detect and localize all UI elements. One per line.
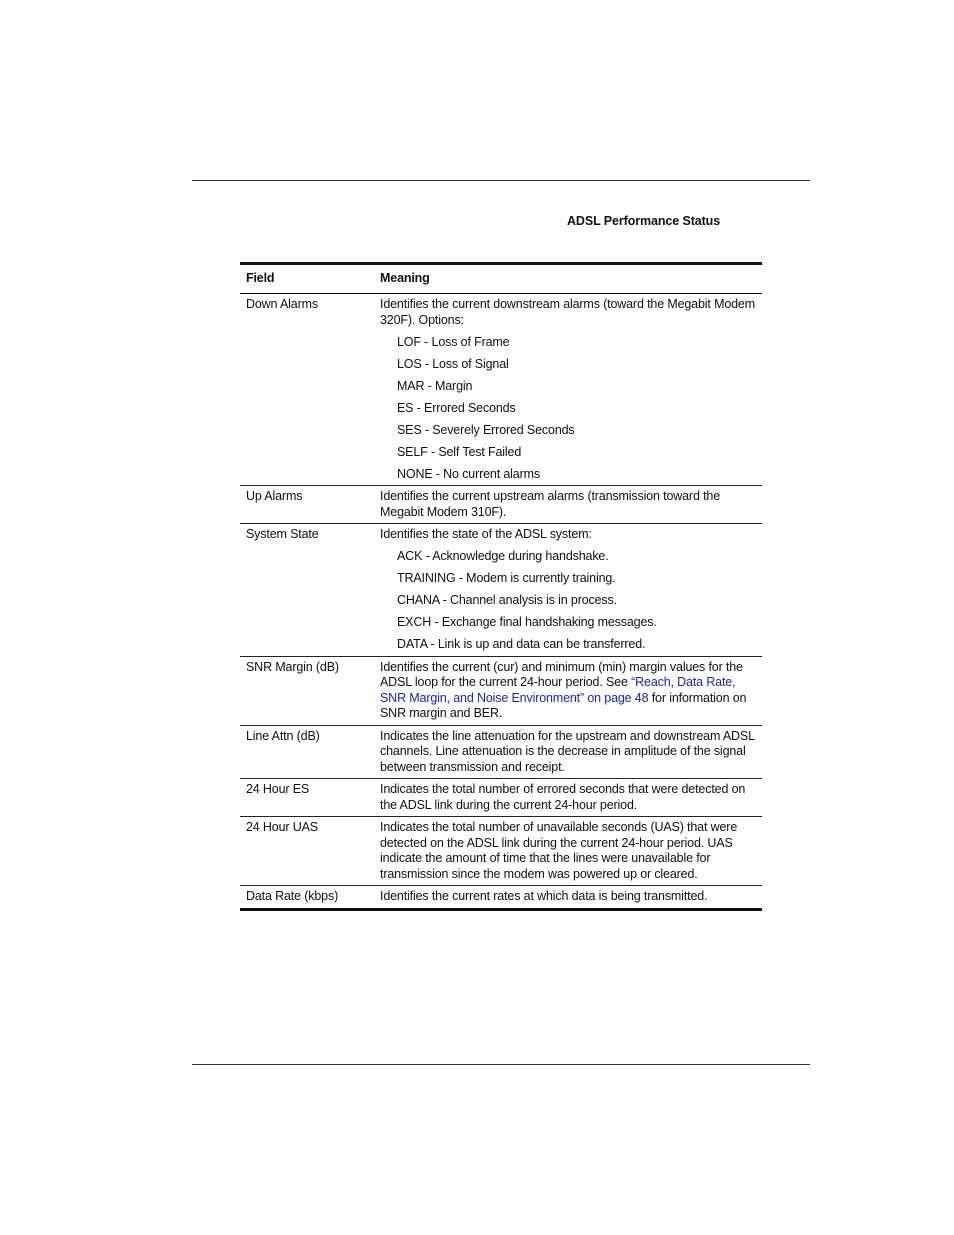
field-name: 24 Hour UAS xyxy=(246,820,318,834)
table-header xyxy=(240,265,762,294)
field-meaning xyxy=(380,526,762,653)
field-name: Up Alarms xyxy=(246,489,303,503)
field-meaning: Identifies the current rates at which data is being transmitted. xyxy=(380,889,708,903)
meaning-text: Identifies the state of the ADSL system: xyxy=(380,527,592,541)
table-row xyxy=(240,294,762,486)
option-item: TRAINING - Modem is currently training. xyxy=(397,571,616,585)
cross-reference-link[interactable]: “Reach, Data Rate, SNR Margin, and Noise Environment” on page 48 xyxy=(380,675,736,705)
table-row xyxy=(240,726,762,780)
field-meaning: Indicates the line attenuation for the upstream and downstream ADSL channels. Line attenuation is the decrease in amplitude of the signal between transmission and receipt. xyxy=(380,728,755,774)
table-row xyxy=(240,524,762,657)
option-item: MAR - Margin xyxy=(397,378,473,393)
field-meaning xyxy=(380,659,762,722)
option-item: EXCH - Exchange final handshaking messages. xyxy=(397,615,657,629)
field-name: Data Rate (kbps) xyxy=(246,889,339,903)
meaning-text: for information on SNR margin and BER. xyxy=(380,690,747,720)
column-header-field: Field xyxy=(246,271,275,286)
field-name: System State xyxy=(246,527,319,541)
field-table xyxy=(240,262,762,911)
meaning-text: Identifies the current (cur) and minimum (min) margin values for the ADSL loop for the current 24-hour period. See xyxy=(380,659,743,689)
table-row xyxy=(240,886,762,908)
field-name: SNR Margin (dB) xyxy=(246,659,339,674)
section-title: ADSL Performance Status xyxy=(567,214,721,228)
option-item: LOS - Loss of Signal xyxy=(397,356,509,371)
table-row xyxy=(240,779,762,817)
table-row xyxy=(240,486,762,524)
meaning-text: Identifies the current downstream alarms (toward the Megabit Modem 320F). Options: xyxy=(380,297,755,327)
column-header-meaning: Meaning xyxy=(380,271,430,286)
bottom-rule xyxy=(192,1064,810,1065)
table-row xyxy=(240,817,762,886)
field-meaning xyxy=(380,296,762,482)
option-item: SELF - Self Test Failed xyxy=(397,444,522,459)
top-rule xyxy=(192,180,810,181)
option-item: SES - Severely Errored Seconds xyxy=(397,422,575,437)
option-item: DATA - Link is up and data can be transferred. xyxy=(397,637,646,651)
field-name: 24 Hour ES xyxy=(246,782,310,796)
option-item: NONE - No current alarms xyxy=(397,466,540,481)
table-row xyxy=(240,657,762,726)
option-item: LOF - Loss of Frame xyxy=(397,334,510,349)
option-item: ES - Errored Seconds xyxy=(397,400,516,415)
option-item: ACK - Acknowledge during handshake. xyxy=(397,549,609,563)
field-meaning: Identifies the current upstream alarms (transmission toward the Megabit Modem 310F). xyxy=(380,489,721,519)
option-item: CHANA - Channel analysis is in process. xyxy=(397,593,617,607)
field-name: Down Alarms xyxy=(246,297,318,311)
field-meaning: Indicates the total number of unavailable seconds (UAS) that were detected on the ADSL link during the current 24-hour period. UAS indicate the amount of time that the lines were unavailable for transmission since the modem was powered up or cleared. xyxy=(380,820,738,881)
field-name: Line Attn (dB) xyxy=(246,728,320,743)
field-meaning: Indicates the total number of errored seconds that were detected on the ADSL link during the current 24-hour period. xyxy=(380,782,746,812)
